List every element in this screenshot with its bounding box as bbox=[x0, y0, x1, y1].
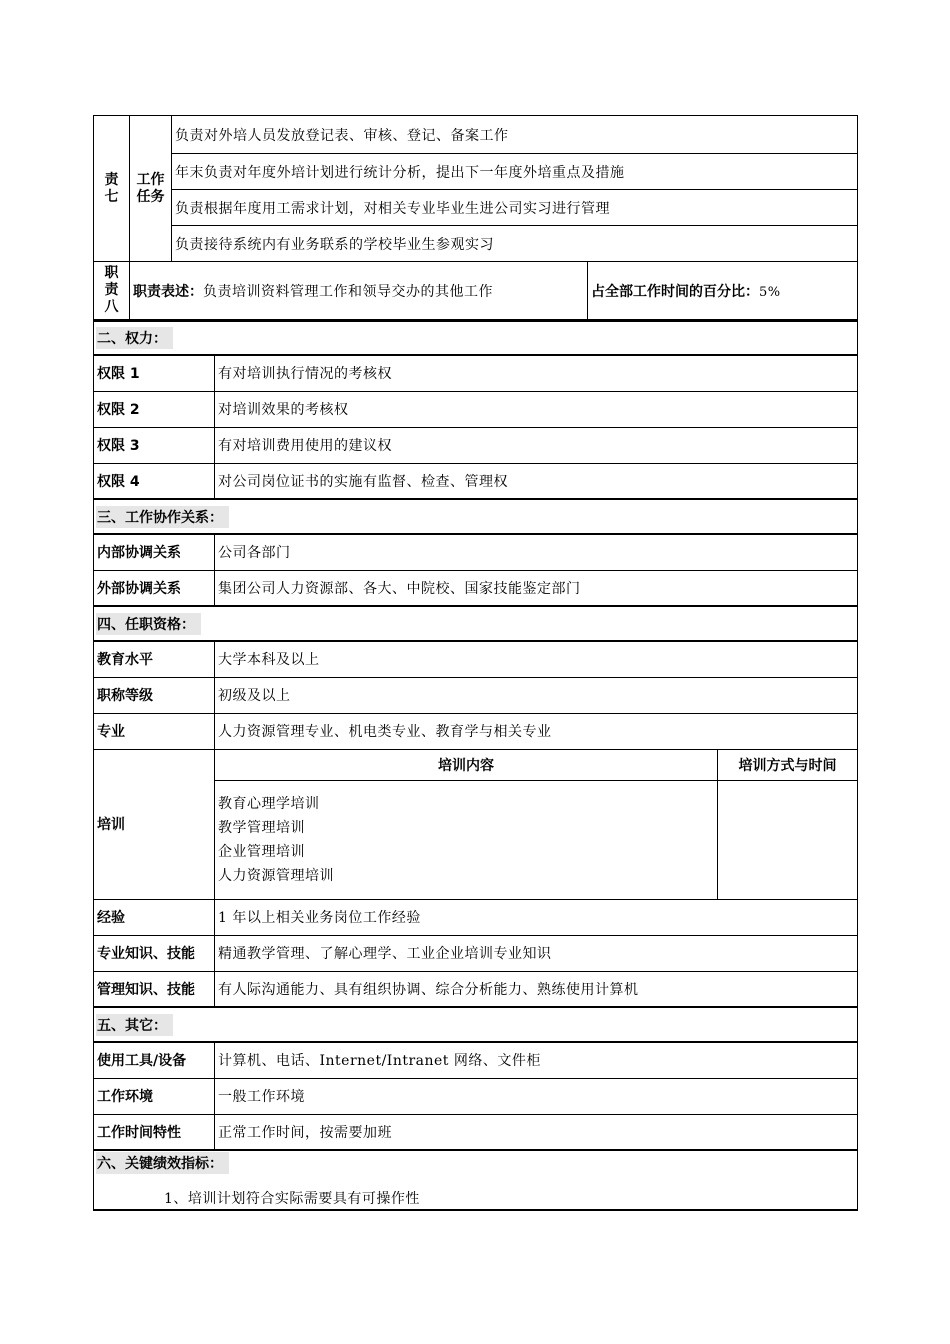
section-kpi-header: 六、关键绩效指标： bbox=[94, 1150, 858, 1174]
pro-skills-label: 专业知识、技能 bbox=[94, 935, 215, 971]
work-time-label: 工作时间特性 bbox=[94, 1114, 215, 1150]
training-content-header: 培训内容 bbox=[215, 749, 718, 780]
experience-value: 1 年以上相关业务岗位工作经验 bbox=[215, 899, 858, 935]
training-label: 培训 bbox=[94, 749, 215, 899]
external-relations-value: 集团公司人力资源部、各大、中院校、国家技能鉴定部门 bbox=[215, 570, 858, 606]
section-other-header: 五、其它： bbox=[94, 1007, 858, 1042]
kpi-item-1: 1、培训计划符合实际需要具有可操作性 bbox=[94, 1174, 858, 1210]
duty7-task-2: 年末负责对年度外培计划进行统计分析，提出下一年度外培重点及措施 bbox=[172, 154, 858, 190]
training-method-cell bbox=[718, 780, 858, 899]
duty8-desc: 负责培训资料管理工作和领导交办的其他工作 bbox=[203, 283, 493, 300]
work-time-value: 正常工作时间，按需要加班 bbox=[215, 1114, 858, 1150]
training-item: 教学管理培训 bbox=[218, 819, 305, 836]
mgmt-skills-label: 管理知识、技能 bbox=[94, 971, 215, 1007]
major-label: 专业 bbox=[94, 713, 215, 749]
duty7-label: 责七 bbox=[94, 116, 130, 262]
duty8-pct: 5% bbox=[759, 284, 781, 300]
section-qualifications-header: 四、任职资格： bbox=[94, 606, 858, 641]
duty8-pct-cell bbox=[588, 262, 858, 320]
job-description-document bbox=[93, 115, 857, 1211]
power-1-value: 有对培训执行情况的考核权 bbox=[215, 355, 858, 391]
info-table bbox=[93, 320, 858, 1211]
duty7-sublabel: 工作任务 bbox=[130, 116, 172, 262]
internal-relations-label: 内部协调关系 bbox=[94, 534, 215, 570]
title-level-label: 职称等级 bbox=[94, 677, 215, 713]
section-power-header: 二、权力： bbox=[94, 321, 858, 355]
section-relations-header: 三、工作协作关系： bbox=[94, 499, 858, 534]
pro-skills-value: 精通教学管理、了解心理学、工业企业培训专业知识 bbox=[215, 935, 858, 971]
power-4-label: 权限 4 bbox=[94, 463, 215, 499]
training-item: 教育心理学培训 bbox=[218, 795, 320, 812]
tools-label: 使用工具/设备 bbox=[94, 1042, 215, 1078]
power-2-value: 对培训效果的考核权 bbox=[215, 391, 858, 427]
duty8-pct-label: 占全部工作时间的百分比： bbox=[591, 283, 759, 300]
education-value: 大学本科及以上 bbox=[215, 641, 858, 677]
education-label: 教育水平 bbox=[94, 641, 215, 677]
external-relations-label: 外部协调关系 bbox=[94, 570, 215, 606]
title-level-value: 初级及以上 bbox=[215, 677, 858, 713]
power-3-value: 有对培训费用使用的建议权 bbox=[215, 427, 858, 463]
duty8-desc-cell bbox=[130, 262, 588, 320]
power-1-label: 权限 1 bbox=[94, 355, 215, 391]
training-content-list bbox=[215, 780, 718, 899]
mgmt-skills-value: 有人际沟通能力、具有组织协调、综合分析能力、熟练使用计算机 bbox=[215, 971, 858, 1007]
duty7-task-1: 负责对外培人员发放登记表、审核、登记、备案工作 bbox=[172, 116, 858, 154]
environment-label: 工作环境 bbox=[94, 1078, 215, 1114]
environment-value: 一般工作环境 bbox=[215, 1078, 858, 1114]
major-value: 人力资源管理专业、机电类专业、教育学与相关专业 bbox=[215, 713, 858, 749]
training-item: 企业管理培训 bbox=[218, 843, 305, 860]
duty7-task-3: 负责根据年度用工需求计划，对相关专业毕业生进公司实习进行管理 bbox=[172, 190, 858, 226]
duty7-task-4: 负责接待系统内有业务联系的学校毕业生参观实习 bbox=[172, 226, 858, 262]
duties-table bbox=[93, 115, 858, 320]
training-method-header: 培训方式与时间 bbox=[718, 749, 858, 780]
experience-label: 经验 bbox=[94, 899, 215, 935]
tools-value: 计算机、电话、Internet/Intranet 网络、文件柜 bbox=[215, 1042, 858, 1078]
internal-relations-value: 公司各部门 bbox=[215, 534, 858, 570]
power-2-label: 权限 2 bbox=[94, 391, 215, 427]
power-4-value: 对公司岗位证书的实施有监督、检查、管理权 bbox=[215, 463, 858, 499]
training-item: 人力资源管理培训 bbox=[218, 867, 334, 884]
duty8-label: 职责八 bbox=[94, 262, 130, 320]
power-3-label: 权限 3 bbox=[94, 427, 215, 463]
duty8-desc-label: 职责表述： bbox=[133, 283, 203, 300]
